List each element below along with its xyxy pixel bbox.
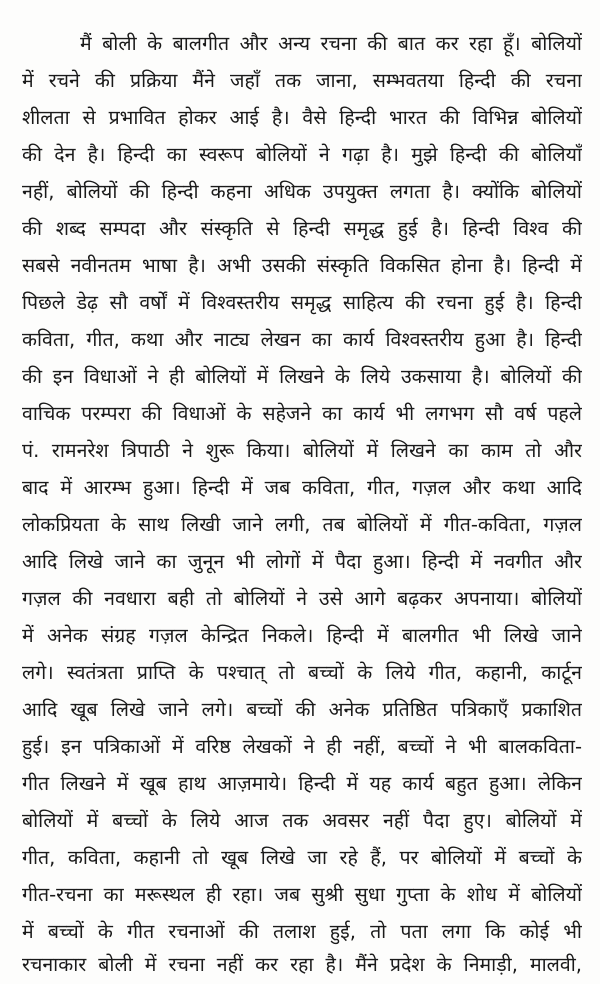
text-line: लगे। स्वतंत्रता प्राप्ति के पश्चात् तो बच्चों के लिये गीत, कहानी, कार्टून (22, 661, 582, 684)
text-line: गीत, कविता, कहानी तो खूब लिखे जा रहे हैं, पर बोलियों में बच्चों के (22, 846, 582, 869)
text-line: रचनाकार बोली में रचना नहीं कर रहा है। मैंने प्रदेश के निमाड़ी, मालवी, (22, 953, 582, 976)
text-line: की शब्द सम्पदा और संस्कृति से हिन्दी समृद्ध हुई है। हिन्दी विश्व की (22, 217, 582, 240)
text-line: वाचिक परम्परा की विधाओं के सहेजने का कार्य भी लगभग सौ वर्ष पहले (22, 402, 582, 425)
text-line: शीलता से प्रभावित होकर आई है। वैसे हिन्दी भारत की विभिन्न बोलियों (22, 106, 582, 129)
text-line: पिछले डेढ़ सौ वर्षों में विश्वस्तरीय समृद्ध साहित्य की रचना हुई है। हिन्दी (22, 291, 582, 314)
text-line: में रचने की प्रक्रिया मैंने जहाँ तक जाना, सम्भवतया हिन्दी की रचना (22, 69, 582, 92)
text-line: सबसे नवीनतम भाषा है। अभी उसकी संस्कृति विकसित होना है। हिन्दी में (22, 254, 582, 277)
text-line: में अनेक संग्रह गज़ल केन्द्रित निकले। हिन्दी में बालगीत भी लिखे जाने (22, 624, 582, 647)
text-line: मैं बोली के बालगीत और अन्य रचना की बात कर रहा हूँ। बोलियों (80, 32, 582, 55)
text-line: बोलियों में बच्चों के लिये आज तक अवसर नहीं पैदा हुए। बोलियों में (22, 809, 582, 832)
text-line: हुई। इन पत्रिकाओं में वरिष्ठ लेखकों ने ही नहीं, बच्चों ने भी बालकविता- (22, 735, 582, 758)
text-line: में बच्चों के गीत रचनाओं की तलाश हुई, तो पता लगा कि कोई भी (22, 920, 582, 943)
text-line: आदि लिखे जाने का जुनून भी लोगों में पैदा हुआ। हिन्दी में नवगीत और (22, 550, 582, 573)
text-line: कविता, गीत, कथा और नाट्य लेखन का कार्य विश्वस्तरीय हुआ है। हिन्दी (22, 328, 582, 351)
text-line: गीत-रचना का मरूस्थल ही रहा। जब सुश्री सुधा गुप्ता के शोध में बोलियों (22, 883, 582, 906)
text-line: आदि खूब लिखे जाने लगे। बच्चों की अनेक प्रतिष्ठित पत्रिकाएँ प्रकाशित (22, 698, 582, 721)
text-line: की इन विधाओं ने ही बोलियों में लिखने के लिये उकसाया है। बोलियों की (22, 365, 582, 388)
text-line: बाद में आरम्भ हुआ। हिन्दी में जब कविता, गीत, गज़ल और कथा आदि (22, 476, 582, 499)
text-line: गज़ल की नवधारा बही तो बोलियों ने उसे आगे बढ़कर अपनाया। बोलियों (22, 587, 582, 610)
text-line: नहीं, बोलियों की हिन्दी कहना अधिक उपयुक्त लगता है। क्योंकि बोलियों (22, 180, 582, 203)
text-line: पं. रामनरेश त्रिपाठी ने शुरू किया। बोलियों में लिखने का काम तो और (22, 439, 582, 462)
text-line: गीत लिखने में खूब हाथ आज़माये। हिन्दी में यह कार्य बहुत हुआ। लेकिन (22, 772, 582, 795)
text-line: लोकप्रियता के साथ लिखी जाने लगी, तब बोलियों में गीत-कविता, गज़ल (22, 513, 582, 536)
text-line: की देन है। हिन्दी का स्वरूप बोलियों ने गढ़ा है। मुझे हिन्दी की बोलियाँ (22, 143, 582, 166)
